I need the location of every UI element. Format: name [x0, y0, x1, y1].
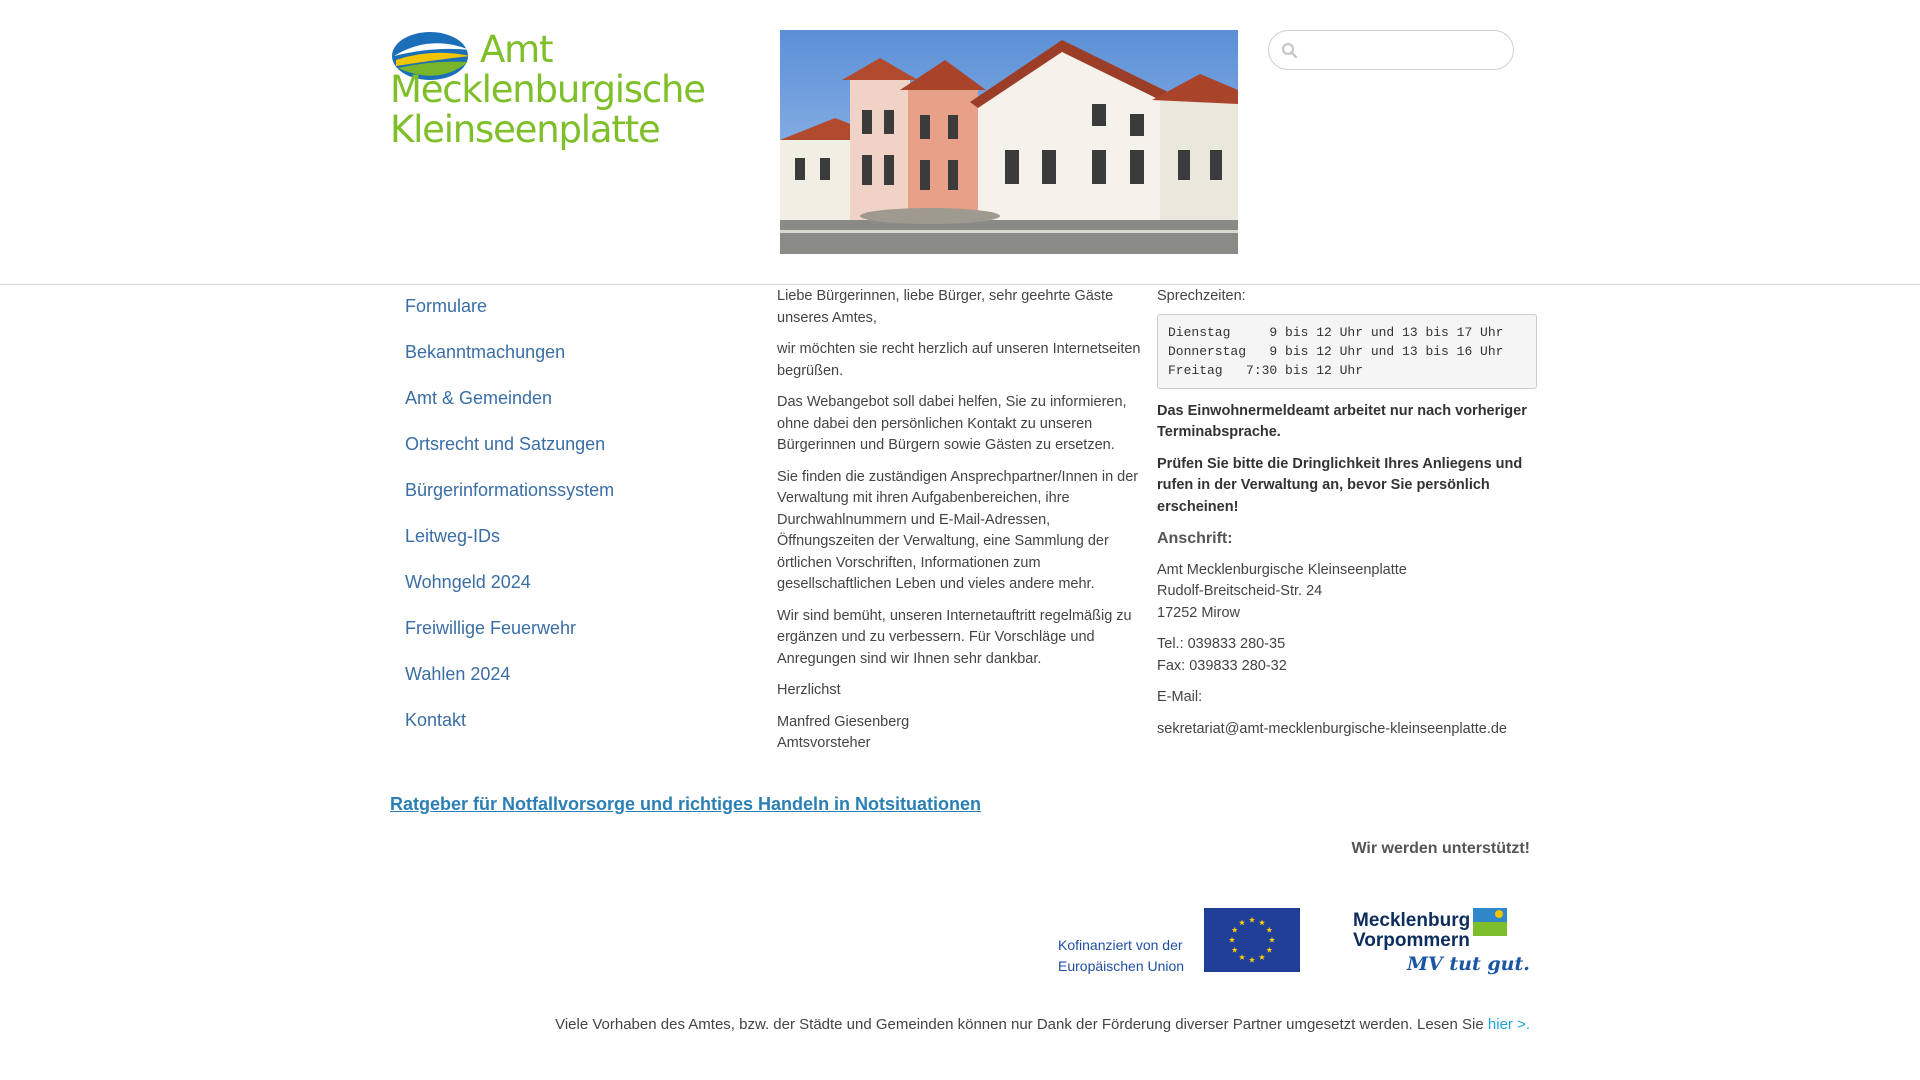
mv-logo-slogan: MV tut gut.: [1407, 953, 1530, 975]
email-label: E-Mail:: [1157, 689, 1203, 705]
office-hours-row: Donnerstag 9 bis 12 Uhr und 13 bis 16 Uhr: [1168, 343, 1504, 359]
search-icon: [1281, 42, 1299, 60]
logo-line-2: Mecklenburgische: [390, 68, 705, 111]
search-input[interactable]: [1303, 37, 1503, 65]
mv-logo-line-2: Vorpommern: [1353, 930, 1470, 951]
welcome-paragraph: Das Webangebot soll dabei helfen, Sie zu informieren, ohne dabei den persönlichen Kontakt zu unseren Bürgerinnen und Bürgern sowie Gästen zu ersetzen.: [777, 394, 1127, 453]
welcome-paragraph: Wir sind bemüht, unseren Internetauftritt regelmäßig zu ergänzen und zu verbessern. Für Vorschläge und Anregungen sind wir Ihnen sehr dankbar.: [777, 607, 1132, 667]
welcome-greeting: Herzlichst: [777, 682, 841, 698]
mv-tut-gut-logo[interactable]: [1353, 906, 1530, 975]
nav-item-amt-gemeinden[interactable]: Amt & Gemeinden: [405, 388, 553, 408]
header-building-photo: [780, 30, 1238, 254]
footer-funding-note: [555, 1016, 1530, 1033]
office-hours-row: Freitag 7:30 bis 12 Uhr: [1168, 362, 1364, 378]
search-box[interactable]: [1268, 30, 1514, 70]
signatory-name: Manfred Giesenberg: [777, 713, 910, 730]
welcome-paragraph: Sie finden die zuständigen Ansprechpartner/Innen in der Verwaltung mit ihren Aufgabenbereichen, ihre Durchwahlnummern und E-Mail-Adressen, Öffnungszeiten der Verwaltung, eine Sammlung der örtlichen Vorschriften, Informationen zum gesellschaftlichen Leben und vieles andere mehr.: [777, 468, 1139, 592]
eu-text-line-1: Kofinanziert von der: [1058, 937, 1183, 953]
office-hours-label: Sprechzeiten:: [1157, 288, 1246, 304]
nav-item-bekanntmachungen[interactable]: Bekanntmachungen: [405, 342, 566, 362]
welcome-paragraph: Liebe Bürgerinnen, liebe Bürger, sehr geehrte Gäste unseres Amtes,: [777, 288, 1114, 326]
eu-text-line-2: Europäischen Union: [1058, 958, 1185, 974]
appointment-notice: Das Einwohnermeldeamt arbeitet nur nach vorheriger Terminabsprache.: [1157, 402, 1527, 440]
contact-info: [1157, 286, 1537, 750]
mv-logo-line-1: Mecklenburg: [1353, 910, 1471, 931]
footer-text: Viele Vorhaben des Amtes, bzw. der Städte und Gemeinden können nur Dank der Förderung diverser Partner umgesetzt werden. Lesen Sie: [555, 1016, 1488, 1033]
urgency-notice: Prüfen Sie bitte die Dringlichkeit Ihres Anliegens und rufen in der Verwaltung an, bevor Sie persönlich erscheinen!: [1157, 455, 1523, 515]
nav-item-wahlen[interactable]: Wahlen 2024: [405, 664, 511, 684]
office-hours-table: [1157, 314, 1537, 389]
office-hours-row: Dienstag 9 bis 12 Uhr und 13 bis 17 Uhr: [1168, 324, 1504, 340]
welcome-text: [777, 286, 1147, 755]
emergency-guide-link[interactable]: Ratgeber für Notfallvorsorge und richtiges Handeln in Notsituationen: [390, 794, 982, 814]
address-heading: Anschrift:: [1157, 530, 1233, 547]
address-line: Rudolf-Breitscheid-Str. 24: [1157, 583, 1323, 599]
footer-read-more-link[interactable]: hier >.: [1487, 1016, 1530, 1033]
phone-number: Tel.: 039833 280-35: [1157, 636, 1286, 652]
nav-item-ortsrecht[interactable]: Ortsrecht und Satzungen: [405, 434, 606, 454]
nav-item-buergerinformationssystem[interactable]: Bürgerinformationssystem: [405, 480, 615, 500]
nav-item-leitweg-ids[interactable]: Leitweg-IDs: [405, 526, 501, 546]
nav-item-formulare[interactable]: Formulare: [405, 296, 488, 316]
signatory-role: Amtsvorsteher: [777, 735, 871, 751]
address-line: 17252 Mirow: [1157, 604, 1241, 621]
address-line: Amt Mecklenburgische Kleinseenplatte: [1157, 561, 1407, 578]
logo-line-1: Amt: [480, 28, 553, 71]
nav-item-wohngeld[interactable]: Wohngeld 2024: [405, 572, 531, 592]
email-address[interactable]: sekretariat@amt-mecklenburgische-kleinseenplatte.de: [1157, 720, 1507, 737]
nav-item-kontakt[interactable]: Kontakt: [405, 710, 467, 730]
nav-item-feuerwehr[interactable]: Freiwillige Feuerwehr: [405, 618, 577, 638]
eu-flag-icon[interactable]: [1204, 908, 1300, 972]
welcome-paragraph: wir möchten sie recht herzlich auf unseren Internetseiten begrüßen.: [777, 341, 1141, 379]
logo-line-3: Kleinseenplatte: [390, 108, 660, 151]
fax-number: Fax: 039833 280-32: [1157, 657, 1287, 674]
sidebar-nav: [405, 282, 765, 742]
sponsors-heading: Wir werden unterstützt!: [1351, 840, 1530, 857]
eu-cofinance-text: [1058, 935, 1184, 977]
site-header: [0, 0, 1920, 285]
